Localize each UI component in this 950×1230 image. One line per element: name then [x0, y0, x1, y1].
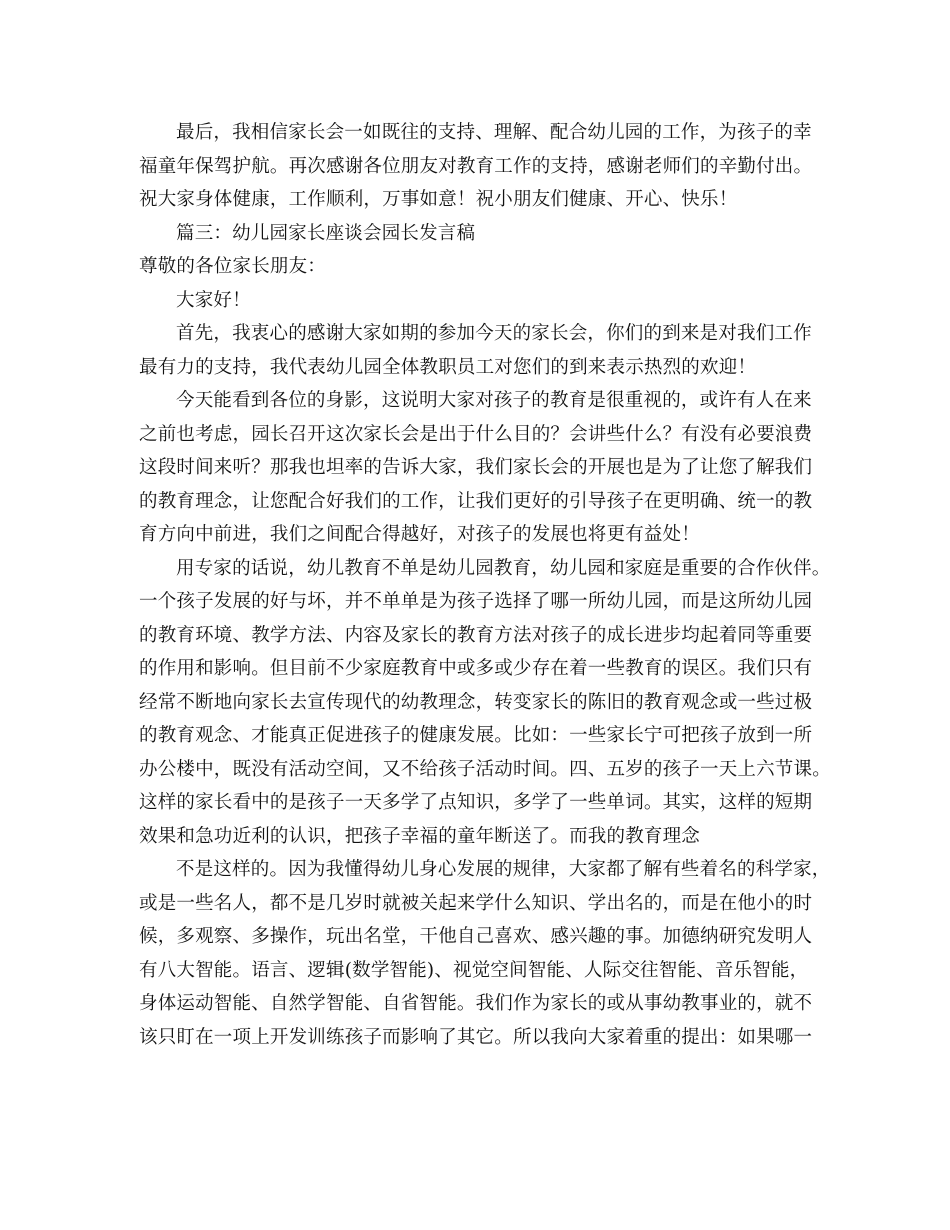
text-line: 效果和急功近利的认识，把孩子幸福的童年断送了。而我的教育理念 — [139, 825, 701, 847]
text-line: 祝大家身体健康，工作顺利，万事如意！祝小朋友们健康、开心、快乐！ — [139, 189, 738, 210]
text-line: 一个孩子发展的好与坏，并不单单是为孩子选择了哪一所幼儿园，而是这所幼儿园 — [139, 591, 813, 612]
text-line: 篇三：幼儿园家长座谈会园长发言稿 — [176, 222, 476, 244]
text-line: 最后，我相信家长会一如既往的支持、理解、配合幼儿园的工作，为孩子的幸 — [176, 122, 812, 143]
text-line: 不是这样的。因为我懂得幼儿身心发展的规律，大家都了解有些着名的科学家， — [176, 859, 831, 880]
text-line: 有八大智能。语言、逻辑(数学智能)、视觉空间智能、人际交往智能、音乐智能， — [139, 959, 809, 981]
text-line: 的作用和影响。但目前不少家庭教育中或多或少存在着一些教育的误区。我们只有 — [139, 658, 813, 679]
text-line: 这样的家长看中的是孩子一天多学了点知识，多学了一些单词。其实，这样的短期 — [139, 792, 813, 813]
text-line: 的教育理念，让您配合好我们的工作，让我们更好的引导孩子在更明确、统一的教 — [139, 490, 813, 512]
text-line: 首先，我衷心的感谢大家如期的参加今天的家长会，你们的到来是对我们工作 — [176, 323, 812, 344]
text-line: 之前也考虑，园长召开这次家长会是出于什么目的？会讲些什么？有没有必要浪费 — [139, 423, 813, 445]
text-line: 福童年保驾护航。再次感谢各位朋友对教育工作的支持，感谢老师们的辛勤付出。 — [139, 155, 813, 177]
text-line: 的教育环境、教学方法、内容及家长的教育方法对孩子的成长进步均起着同等重要 — [139, 624, 813, 646]
text-line: 这段时间来听？那我也坦率的告诉大家，我们家长会的开展也是为了让您了解我们 — [139, 457, 813, 478]
document-body — [139, 116, 831, 1054]
text-line: 今天能看到各位的身影，这说明大家对孩子的教育是很重视的，或许有人在来 — [176, 390, 812, 411]
text-line: 大家好！ — [176, 289, 251, 311]
text-line: 尊敬的各位家长朋友： — [139, 256, 327, 277]
text-line: 或是一些名人，都不是几岁时就被关起来学什么知识、学出名的，而是在他小的时 — [139, 892, 813, 914]
text-line: 办公楼中，既没有活动空间，又不给孩子活动时间。四、五岁的孩子一天上六节课。 — [139, 758, 831, 780]
text-line: 用专家的话说，幼儿教育不单是幼儿园教育，幼儿园和家庭是重要的合作伙伴。 — [176, 557, 831, 579]
text-line: 的教育观念、才能真正促进孩子的健康发展。比如：一些家长宁可把孩子放到一所 — [139, 725, 813, 746]
text-line: 该只盯在一项上开发训练孩子而影响了其它。所以我向大家着重的提出：如果哪一 — [139, 1026, 813, 1048]
text-line: 身体运动智能、自然学智能、自省智能。我们作为家长的或从事幼教事业的，就不 — [139, 993, 813, 1014]
text-line: 经常不断地向家长去宣传现代的幼教理念，转变家长的陈旧的教育观念或一些过极 — [139, 691, 813, 713]
text-line: 候，多观察、多操作，玩出名堂，干他自己喜欢、感兴趣的事。加德纳研究发明人 — [139, 926, 813, 947]
text-line: 育方向中前进，我们之间配合得越好，对孩子的发展也将更有益处！ — [139, 524, 701, 545]
text-line: 最有力的支持，我代表幼儿园全体教职员工对您们的到来表示热烈的欢迎！ — [139, 356, 757, 378]
